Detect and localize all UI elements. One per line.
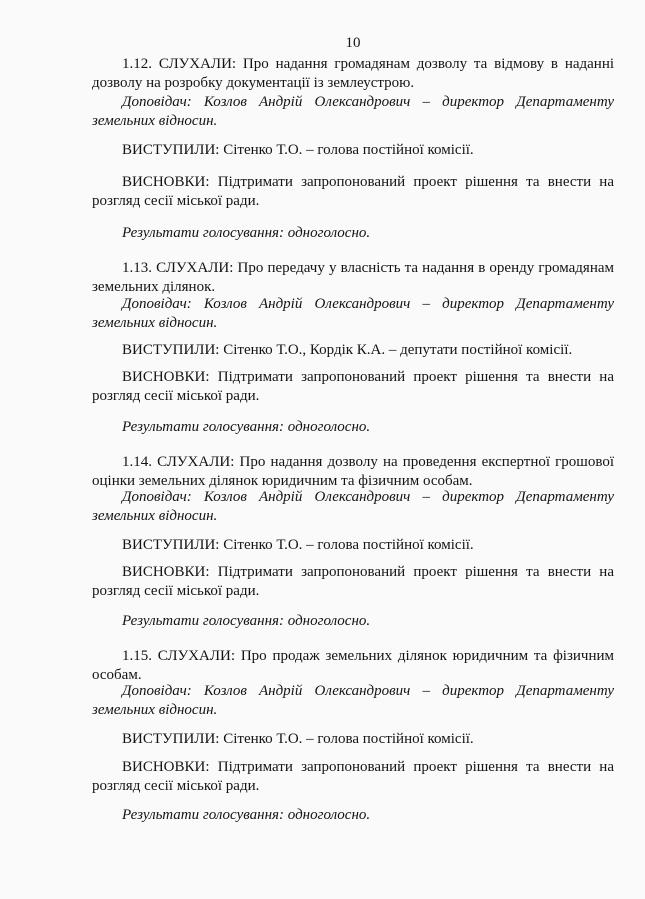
heard-paragraph: [92, 55, 614, 93]
spoke-label: ВИСТУПИЛИ:: [122, 142, 220, 158]
document-page: [92, 0, 614, 899]
conclusions-text: Підтримати запропонований проект рішення та внести на розгляд сесії міської ради.: [92, 564, 614, 599]
heard-text: Про надання громадянам дозволу та відмову в наданні дозволу на розробку документації із землеустрою.: [92, 56, 615, 91]
heard-paragraph: [92, 259, 614, 297]
vote-result: Результати голосування: одноголосно.: [122, 807, 371, 823]
conclusions-paragraph: [92, 368, 614, 406]
speaker-paragraph: Доповідач: Козлов Андрій Олександрович – директор Департаменту земельних відносин.: [92, 94, 614, 129]
spoke-text: Сітенко Т.О., Кордік К.А. – депутати постійної комісії.: [223, 342, 573, 358]
conclusions-text: Підтримати запропонований проект рішення та внести на розгляд сесії міської ради.: [92, 759, 614, 794]
vote-result: Результати голосування: одноголосно.: [122, 613, 371, 629]
conclusions-text: Підтримати запропонований проект рішення та внести на розгляд сесії міської ради.: [92, 174, 614, 209]
spoke-paragraph: [92, 341, 614, 360]
heard-text: Про передачу у власність та надання в оренду громадянам земельних ділянок.: [92, 260, 614, 295]
conclusions-paragraph: [92, 563, 614, 601]
spoke-label: ВИСТУПИЛИ:: [122, 731, 220, 747]
vote-result: Результати голосування: одноголосно.: [122, 419, 371, 435]
heard-label: 1.14. СЛУХАЛИ:: [122, 454, 235, 470]
spoke-label: ВИСТУПИЛИ:: [122, 342, 220, 358]
speaker-paragraph: Доповідач: Козлов Андрій Олександрович – директор Департаменту земельних відносин.: [92, 489, 614, 524]
vote-result: Результати голосування: одноголосно.: [122, 225, 371, 241]
conclusions-label: ВИСНОВКИ:: [122, 174, 210, 190]
spoke-label: ВИСТУПИЛИ:: [122, 537, 220, 553]
spoke-text: Сітенко Т.О. – голова постійної комісії.: [223, 537, 474, 553]
spoke-paragraph: [92, 141, 614, 160]
page-number: 10: [345, 35, 361, 51]
heard-paragraph: [92, 453, 614, 491]
conclusions-text: Підтримати запропонований проект рішення та внести на розгляд сесії міської ради.: [92, 369, 614, 404]
heard-label: 1.13. СЛУХАЛИ:: [122, 260, 234, 276]
spoke-text: Сітенко Т.О. – голова постійної комісії.: [223, 731, 474, 747]
speaker-paragraph: Доповідач: Козлов Андрій Олександрович – директор Департаменту земельних відносин.: [92, 296, 614, 331]
conclusions-label: ВИСНОВКИ:: [122, 369, 210, 385]
conclusions-paragraph: [92, 173, 614, 211]
speaker-paragraph: Доповідач: Козлов Андрій Олександрович – директор Департаменту земельних відносин.: [92, 683, 614, 718]
heard-text: Про надання дозволу на проведення експертної грошової оцінки земельних ділянок юридичним та фізичним особам.: [92, 454, 615, 489]
heard-text: Про продаж земельних ділянок юридичним та фізичним особам.: [92, 648, 614, 683]
spoke-paragraph: [92, 730, 614, 749]
heard-label: 1.15. СЛУХАЛИ:: [122, 648, 236, 664]
heard-label: 1.12. СЛУХАЛИ:: [122, 56, 237, 72]
conclusions-label: ВИСНОВКИ:: [122, 759, 210, 775]
heard-paragraph: [92, 647, 614, 685]
spoke-paragraph: [92, 536, 614, 555]
conclusions-label: ВИСНОВКИ:: [122, 564, 210, 580]
spoke-text: Сітенко Т.О. – голова постійної комісії.: [223, 142, 474, 158]
conclusions-paragraph: [92, 758, 614, 796]
